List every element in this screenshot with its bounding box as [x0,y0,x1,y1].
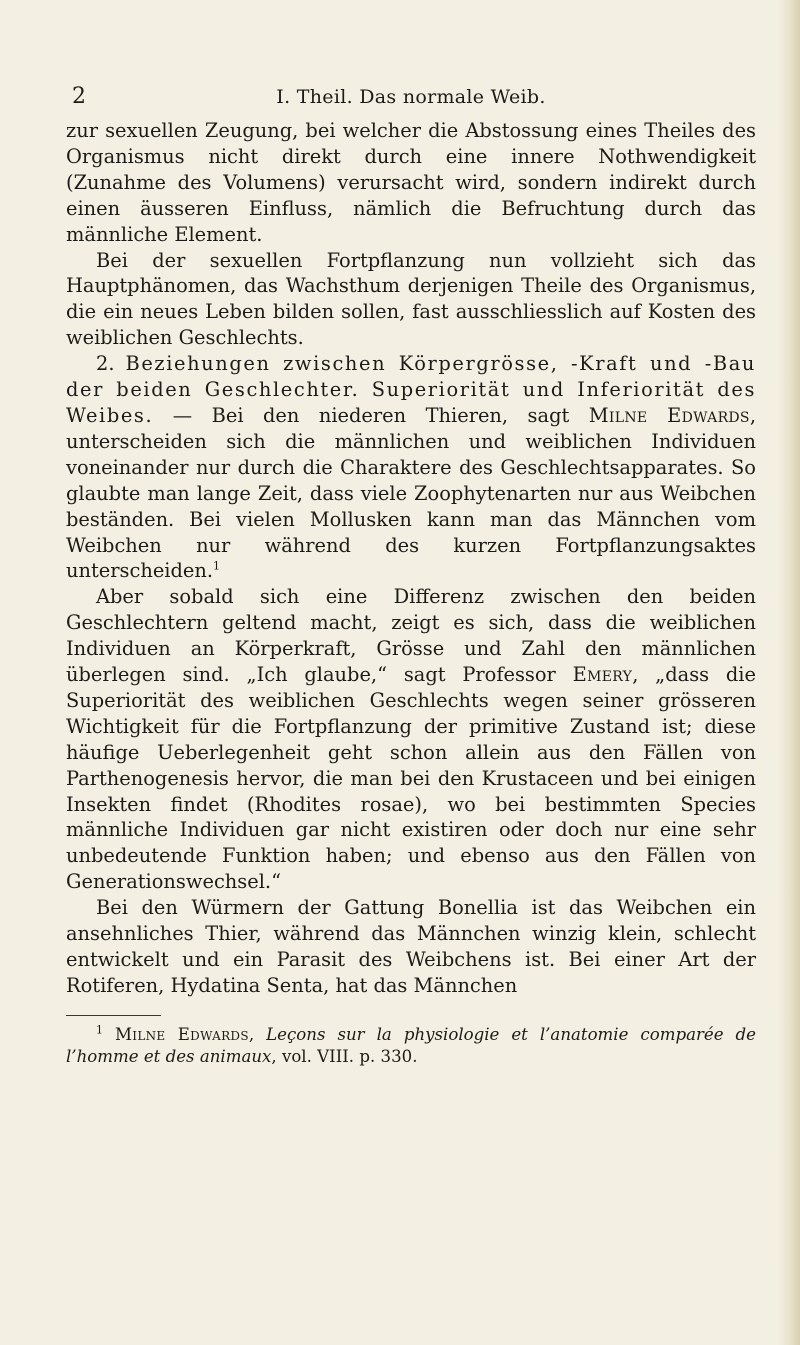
paragraph-4 [66,584,756,895]
body-text [66,118,756,999]
page-edge-shadow [778,0,800,1345]
em-dash: — [172,403,193,427]
section-heading: Beziehungen zwischen Körpergrösse, -Kraft und -Bau der beiden Geschlechter. Superiorität und Inferiorität des Weibes. [66,352,756,427]
paragraph-3 [66,351,756,584]
footnote-title: Leçons sur la physiologie et l’anatomie comparée de l’homme et des animaux [66,1024,756,1066]
paragraph-3-text-b: , unterscheiden sich die männlichen und weiblichen Individuen voneinander nur durch die Charaktere des Geschlechtsapparates. So glaubte man lange Zeit, dass viele Zoophytenarten nur aus Weibchen beständen. Bei vielen Mollusken kann man das Männchen vom Weibchen nur während des kurzen Fortpflanzungsaktes unterscheiden. [66,403,756,583]
footnote-author: Milne Edwards [115,1024,249,1044]
paragraph-4-text-a: Aber sobald sich eine Differenz zwischen den beiden Geschlechtern geltend macht, zeigt es sich, dass die weiblichen Individuen an Körperkraft, Grösse und Zahl den männlichen überlegen sind. „Ich glaube,“ sagt Professor [66,585,756,687]
section-number: 2. [96,352,115,376]
footnote-rule [66,1015,161,1016]
paragraph-5: Bei den Würmern der Gattung Bonellia ist das Weibchen ein ansehnliches Thier, während das Männchen winzig klein, schlecht entwickelt und ein Parasit des Weibchens ist. Bei einer Art der Rotiferen, Hydatina Senta, hat das Männchen [66,896,756,997]
footnote-rest: , vol. VIII. p. 330. [271,1046,418,1066]
paragraph-1: zur sexuellen Zeugung, bei welcher die Abstossung eines Theiles des Organismus nicht direkt durch eine innere Nothwendigkeit (Zunahme des Volumens) verursacht wird, sondern indirekt durch einen äusseren Einfluss, nämlich die Befruchtung durch das männliche Element. [66,119,756,246]
footnote-marker: 1 [96,1023,103,1037]
footnote: $^1$ Milne Edwards, Leçons sur la physiologie et l’anatomie comparée de l’homme et des animaux, vol. VIII. p. 330. [66,1023,756,1066]
author-emery: Emery [572,663,633,687]
running-head: I. Theil. Das normale Weib. [276,86,546,108]
paragraph-4-text-b: , „dass die Superiorität des weiblichen Geschlechts wegen seiner grösseren Wichtigkeit für die Fortpflanzung der primitive Zustand ist; diese häufige Ueberlegenheit geht schon allein aus den Fällen von Parthenogenesis hervor, die man bei den Krustaceen und bei einigen Insekten findet (Rhodites rosae), wo bei bestimmten Species männliche Individuen gar nicht existiren oder doch nur eine sehr unbedeutende Funktion haben; und ebenso aus den Fällen von Generationswechsel.“ [66,663,756,894]
page-number: 2 [72,84,86,109]
footnote-reference: 1 [213,559,221,573]
author-milne-edwards: Milne Edwards [588,403,750,427]
paragraph-2: Bei der sexuellen Fortpflanzung nun vollzieht sich das Hauptphänomen, das Wachsthum derjenigen Theile des Organismus, die ein neues Leben bilden sollen, fast ausschliesslich auf Kosten des weiblichen Geschlechts. [66,248,756,350]
page-header [66,82,756,118]
book-page [66,82,756,1068]
paragraph-3-text-a: Bei den niederen Thieren, sagt [211,403,570,427]
